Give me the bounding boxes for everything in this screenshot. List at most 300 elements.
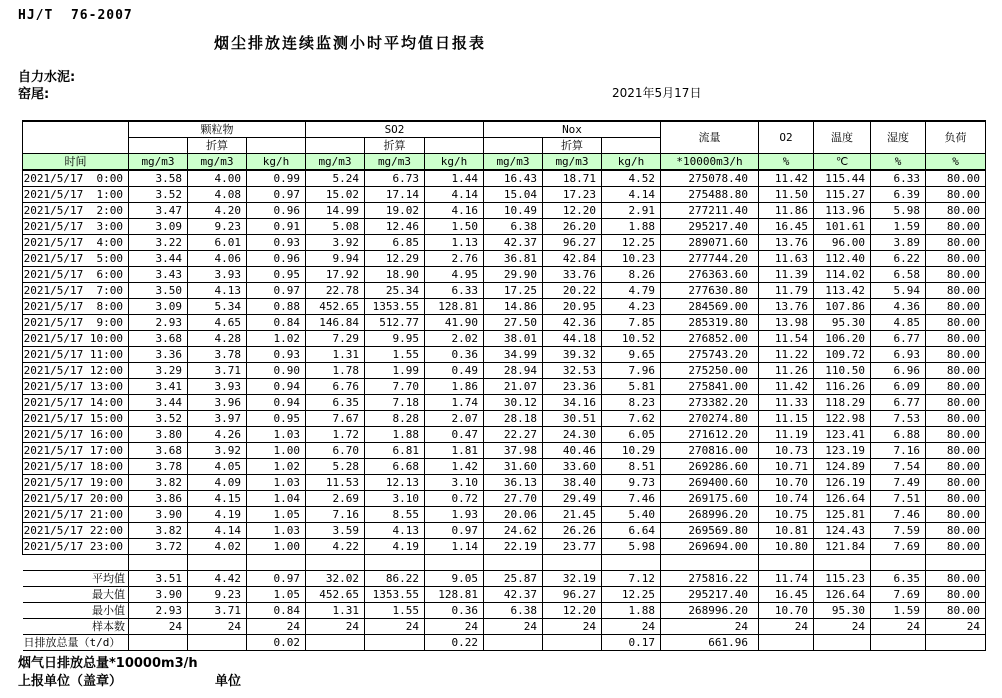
- empty-cell: [543, 555, 602, 571]
- summary-value-cell: 32.02: [306, 571, 365, 587]
- summary-value-cell: 126.64: [814, 587, 871, 603]
- value-cell: 34.16: [543, 395, 602, 411]
- value-cell: 11.54: [759, 331, 814, 347]
- summary-value-cell: [759, 635, 814, 651]
- table-row: [23, 219, 986, 235]
- value-cell: 7.96: [602, 363, 661, 379]
- value-cell: 4.26: [188, 427, 247, 443]
- value-cell: 33.60: [543, 459, 602, 475]
- unit-cell: mg/m3: [484, 154, 543, 171]
- value-cell: 12.25: [602, 235, 661, 251]
- time-cell: 2021/5/17 23:00: [23, 539, 129, 555]
- unit-cell: %: [759, 154, 814, 171]
- value-cell: 13.76: [759, 299, 814, 315]
- value-cell: 4.13: [188, 283, 247, 299]
- summary-value-cell: 3.90: [129, 587, 188, 603]
- value-cell: 13.76: [759, 235, 814, 251]
- value-cell: 6.81: [365, 443, 425, 459]
- time-cell: 2021/5/17 22:00: [23, 523, 129, 539]
- value-cell: 3.71: [188, 363, 247, 379]
- value-cell: 26.20: [543, 219, 602, 235]
- value-cell: 115.27: [814, 187, 871, 203]
- empty-cell: [23, 555, 129, 571]
- value-cell: 10.23: [602, 251, 661, 267]
- value-cell: 3.97: [188, 411, 247, 427]
- humidity-header: 湿度: [871, 121, 926, 154]
- value-cell: 38.40: [543, 475, 602, 491]
- summary-value-cell: 12.20: [543, 603, 602, 619]
- value-cell: 8.23: [602, 395, 661, 411]
- summary-value-cell: 24: [759, 619, 814, 635]
- value-cell: 0.36: [425, 347, 484, 363]
- summary-value-cell: 80.00: [926, 603, 986, 619]
- value-cell: 80.00: [926, 219, 986, 235]
- time-cell: 2021/5/17 4:00: [23, 235, 129, 251]
- value-cell: 1.88: [602, 219, 661, 235]
- unit-cell: mg/m3: [188, 154, 247, 171]
- value-cell: 7.51: [871, 491, 926, 507]
- value-cell: 295217.40: [661, 219, 759, 235]
- value-cell: 3.93: [188, 379, 247, 395]
- value-cell: 11.33: [759, 395, 814, 411]
- value-cell: 80.00: [926, 251, 986, 267]
- value-cell: 7.85: [602, 315, 661, 331]
- value-cell: 26.26: [543, 523, 602, 539]
- empty-cell: [871, 555, 926, 571]
- summary-label: 最大值: [23, 587, 129, 603]
- summary-value-cell: 6.35: [871, 571, 926, 587]
- value-cell: 3.22: [129, 235, 188, 251]
- value-cell: 3.29: [129, 363, 188, 379]
- standard-code: HJ/T 76-2007: [18, 8, 133, 23]
- value-cell: 0.93: [247, 347, 306, 363]
- nox-raw-spacer: [484, 138, 543, 154]
- value-cell: 7.62: [602, 411, 661, 427]
- value-cell: 80.00: [926, 235, 986, 251]
- empty-cell: [129, 555, 188, 571]
- summary-value-cell: 24: [602, 619, 661, 635]
- value-cell: 18.71: [543, 170, 602, 187]
- summary-value-cell: 0.02: [247, 635, 306, 651]
- value-cell: 24.30: [543, 427, 602, 443]
- summary-value-cell: 16.45: [759, 587, 814, 603]
- summary-row: [23, 603, 986, 619]
- value-cell: 18.90: [365, 267, 425, 283]
- value-cell: 4.65: [188, 315, 247, 331]
- value-cell: 12.29: [365, 251, 425, 267]
- value-cell: 6.01: [188, 235, 247, 251]
- summary-value-cell: 24: [425, 619, 484, 635]
- time-column-header: 时间: [23, 154, 129, 171]
- value-cell: 1.03: [247, 427, 306, 443]
- summary-value-cell: 3.51: [129, 571, 188, 587]
- value-cell: 289071.60: [661, 235, 759, 251]
- value-cell: 12.13: [365, 475, 425, 491]
- value-cell: 15.02: [306, 187, 365, 203]
- table-row: [23, 315, 986, 331]
- so2-rate-spacer: [425, 138, 484, 154]
- value-cell: 80.00: [926, 507, 986, 523]
- time-cell: 2021/5/17 9:00: [23, 315, 129, 331]
- table-row: [23, 507, 986, 523]
- time-cell: 2021/5/17 3:00: [23, 219, 129, 235]
- value-cell: 20.95: [543, 299, 602, 315]
- value-cell: 20.22: [543, 283, 602, 299]
- value-cell: 115.44: [814, 170, 871, 187]
- value-cell: 1.86: [425, 379, 484, 395]
- unit-cell: ℃: [814, 154, 871, 171]
- value-cell: 10.29: [602, 443, 661, 459]
- value-cell: 80.00: [926, 475, 986, 491]
- summary-value-cell: 24: [926, 619, 986, 635]
- value-cell: 3.50: [129, 283, 188, 299]
- value-cell: 39.32: [543, 347, 602, 363]
- value-cell: 1.03: [247, 523, 306, 539]
- value-cell: 41.90: [425, 315, 484, 331]
- table-row: [23, 459, 986, 475]
- summary-value-cell: 24: [484, 619, 543, 635]
- value-cell: 10.52: [602, 331, 661, 347]
- summary-value-cell: 96.27: [543, 587, 602, 603]
- unit-cell: mg/m3: [129, 154, 188, 171]
- value-cell: 80.00: [926, 283, 986, 299]
- summary-value-cell: 0.17: [602, 635, 661, 651]
- value-cell: 36.13: [484, 475, 543, 491]
- value-cell: 6.39: [871, 187, 926, 203]
- summary-label: 样本数: [23, 619, 129, 635]
- value-cell: 8.28: [365, 411, 425, 427]
- value-cell: 4.02: [188, 539, 247, 555]
- value-cell: 1.00: [247, 443, 306, 459]
- value-cell: 3.47: [129, 203, 188, 219]
- value-cell: 6.96: [871, 363, 926, 379]
- value-cell: 96.00: [814, 235, 871, 251]
- summary-value-cell: [306, 635, 365, 651]
- value-cell: 42.36: [543, 315, 602, 331]
- value-cell: 80.00: [926, 187, 986, 203]
- value-cell: 1.00: [247, 539, 306, 555]
- value-cell: 4.08: [188, 187, 247, 203]
- value-cell: 9.95: [365, 331, 425, 347]
- value-cell: 10.70: [759, 475, 814, 491]
- value-cell: 8.55: [365, 507, 425, 523]
- value-cell: 1.99: [365, 363, 425, 379]
- value-cell: 3.89: [871, 235, 926, 251]
- value-cell: 123.19: [814, 443, 871, 459]
- value-cell: 276852.00: [661, 331, 759, 347]
- value-cell: 1.14: [425, 539, 484, 555]
- value-cell: 42.37: [484, 235, 543, 251]
- value-cell: 1.02: [247, 331, 306, 347]
- so2-converted-header: 折算: [365, 138, 425, 154]
- summary-value-cell: 80.00: [926, 587, 986, 603]
- value-cell: 12.20: [543, 203, 602, 219]
- value-cell: 9.73: [602, 475, 661, 491]
- value-cell: 1.04: [247, 491, 306, 507]
- table-row: [23, 203, 986, 219]
- time-cell: 2021/5/17 19:00: [23, 475, 129, 491]
- value-cell: 22.78: [306, 283, 365, 299]
- value-cell: 38.01: [484, 331, 543, 347]
- summary-value-cell: 1.31: [306, 603, 365, 619]
- value-cell: 3.36: [129, 347, 188, 363]
- value-cell: 6.64: [602, 523, 661, 539]
- value-cell: 0.72: [425, 491, 484, 507]
- value-cell: 110.50: [814, 363, 871, 379]
- summary-value-cell: 1.05: [247, 587, 306, 603]
- value-cell: 22.19: [484, 539, 543, 555]
- value-cell: 23.36: [543, 379, 602, 395]
- value-cell: 3.92: [306, 235, 365, 251]
- value-cell: 270816.00: [661, 443, 759, 459]
- value-cell: 23.77: [543, 539, 602, 555]
- value-cell: 268996.20: [661, 507, 759, 523]
- value-cell: 4.19: [365, 539, 425, 555]
- table-row: [23, 395, 986, 411]
- summary-value-cell: 80.00: [926, 571, 986, 587]
- time-cell: 2021/5/17 11:00: [23, 347, 129, 363]
- empty-cell: [661, 555, 759, 571]
- value-cell: 22.27: [484, 427, 543, 443]
- summary-value-cell: 24: [661, 619, 759, 635]
- value-cell: 0.97: [247, 187, 306, 203]
- value-cell: 14.99: [306, 203, 365, 219]
- so2-group-header: SO2: [306, 121, 484, 138]
- empty-cell: [926, 555, 986, 571]
- unit-cell: %: [871, 154, 926, 171]
- value-cell: 10.80: [759, 539, 814, 555]
- value-cell: 0.94: [247, 379, 306, 395]
- value-cell: 6.76: [306, 379, 365, 395]
- value-cell: 6.88: [871, 427, 926, 443]
- value-cell: 11.26: [759, 363, 814, 379]
- summary-value-cell: 7.69: [871, 587, 926, 603]
- value-cell: 270274.80: [661, 411, 759, 427]
- value-cell: 6.77: [871, 395, 926, 411]
- value-cell: 8.26: [602, 267, 661, 283]
- value-cell: 0.90: [247, 363, 306, 379]
- value-cell: 24.62: [484, 523, 543, 539]
- report-table: [22, 120, 986, 651]
- summary-value-cell: 42.37: [484, 587, 543, 603]
- value-cell: 17.25: [484, 283, 543, 299]
- summary-value-cell: [365, 635, 425, 651]
- summary-value-cell: [871, 635, 926, 651]
- value-cell: 107.86: [814, 299, 871, 315]
- value-cell: 112.40: [814, 251, 871, 267]
- value-cell: 17.14: [365, 187, 425, 203]
- value-cell: 4.05: [188, 459, 247, 475]
- value-cell: 3.90: [129, 507, 188, 523]
- value-cell: 0.84: [247, 315, 306, 331]
- table-row: [23, 475, 986, 491]
- value-cell: 9.65: [602, 347, 661, 363]
- value-cell: 7.59: [871, 523, 926, 539]
- time-cell: 2021/5/17 16:00: [23, 427, 129, 443]
- unit-cell: mg/m3: [543, 154, 602, 171]
- summary-value-cell: 24: [306, 619, 365, 635]
- empty-cell: [425, 555, 484, 571]
- value-cell: 1.81: [425, 443, 484, 459]
- value-cell: 4.16: [425, 203, 484, 219]
- summary-value-cell: 24: [365, 619, 425, 635]
- value-cell: 3.86: [129, 491, 188, 507]
- value-cell: 3.52: [129, 187, 188, 203]
- value-cell: 269569.80: [661, 523, 759, 539]
- time-cell: 2021/5/17 6:00: [23, 267, 129, 283]
- table-row: [23, 235, 986, 251]
- value-cell: 2.02: [425, 331, 484, 347]
- value-cell: 3.82: [129, 475, 188, 491]
- value-cell: 275078.40: [661, 170, 759, 187]
- table-row: [23, 443, 986, 459]
- value-cell: 4.14: [425, 187, 484, 203]
- value-cell: 124.89: [814, 459, 871, 475]
- value-cell: 7.67: [306, 411, 365, 427]
- value-cell: 96.27: [543, 235, 602, 251]
- value-cell: 6.73: [365, 170, 425, 187]
- value-cell: 126.19: [814, 475, 871, 491]
- value-cell: 3.78: [129, 459, 188, 475]
- summary-value-cell: 0.84: [247, 603, 306, 619]
- value-cell: 0.95: [247, 267, 306, 283]
- value-cell: 80.00: [926, 203, 986, 219]
- value-cell: 10.49: [484, 203, 543, 219]
- summary-value-cell: 32.19: [543, 571, 602, 587]
- value-cell: 5.34: [188, 299, 247, 315]
- value-cell: 80.00: [926, 411, 986, 427]
- summary-row: [23, 587, 986, 603]
- value-cell: 7.16: [306, 507, 365, 523]
- value-cell: 4.23: [602, 299, 661, 315]
- summary-value-cell: 86.22: [365, 571, 425, 587]
- value-cell: 21.07: [484, 379, 543, 395]
- so2-raw-spacer: [306, 138, 365, 154]
- value-cell: 1.31: [306, 347, 365, 363]
- time-cell: 2021/5/17 17:00: [23, 443, 129, 459]
- value-cell: 1353.55: [365, 299, 425, 315]
- value-cell: 275841.00: [661, 379, 759, 395]
- value-cell: 80.00: [926, 491, 986, 507]
- value-cell: 16.43: [484, 170, 543, 187]
- value-cell: 2.91: [602, 203, 661, 219]
- table-row: [23, 267, 986, 283]
- value-cell: 5.40: [602, 507, 661, 523]
- value-cell: 4.85: [871, 315, 926, 331]
- value-cell: 5.98: [602, 539, 661, 555]
- value-cell: 101.61: [814, 219, 871, 235]
- unit-cell: kg/h: [425, 154, 484, 171]
- value-cell: 0.88: [247, 299, 306, 315]
- time-cell: 2021/5/17 7:00: [23, 283, 129, 299]
- empty-cell: [759, 555, 814, 571]
- report-date: 2021年5月17日: [612, 86, 702, 100]
- value-cell: 10.74: [759, 491, 814, 507]
- value-cell: 4.20: [188, 203, 247, 219]
- summary-value-cell: 24: [871, 619, 926, 635]
- time-cell: 2021/5/17 21:00: [23, 507, 129, 523]
- value-cell: 4.28: [188, 331, 247, 347]
- value-cell: 275250.00: [661, 363, 759, 379]
- value-cell: 40.46: [543, 443, 602, 459]
- value-cell: 3.82: [129, 523, 188, 539]
- value-cell: 125.81: [814, 507, 871, 523]
- value-cell: 114.02: [814, 267, 871, 283]
- value-cell: 4.95: [425, 267, 484, 283]
- value-cell: 0.91: [247, 219, 306, 235]
- value-cell: 4.36: [871, 299, 926, 315]
- value-cell: 80.00: [926, 363, 986, 379]
- value-cell: 271612.20: [661, 427, 759, 443]
- value-cell: 7.49: [871, 475, 926, 491]
- value-cell: 6.33: [871, 170, 926, 187]
- summary-value-cell: [129, 635, 188, 651]
- time-cell: 2021/5/17 8:00: [23, 299, 129, 315]
- summary-value-cell: [543, 635, 602, 651]
- value-cell: 3.72: [129, 539, 188, 555]
- value-cell: 0.97: [247, 283, 306, 299]
- value-cell: 30.51: [543, 411, 602, 427]
- temp-header: 温度: [814, 121, 871, 154]
- value-cell: 1.55: [365, 347, 425, 363]
- value-cell: 3.09: [129, 299, 188, 315]
- value-cell: 80.00: [926, 523, 986, 539]
- value-cell: 19.02: [365, 203, 425, 219]
- table-row: [23, 187, 986, 203]
- table-row: [23, 347, 986, 363]
- value-cell: 7.16: [871, 443, 926, 459]
- value-cell: 3.96: [188, 395, 247, 411]
- value-cell: 7.69: [871, 539, 926, 555]
- value-cell: 28.18: [484, 411, 543, 427]
- value-cell: 7.46: [871, 507, 926, 523]
- value-cell: 6.38: [484, 219, 543, 235]
- summary-value-cell: 452.65: [306, 587, 365, 603]
- value-cell: 4.13: [365, 523, 425, 539]
- summary-value-cell: 24: [129, 619, 188, 635]
- summary-value-cell: 295217.40: [661, 587, 759, 603]
- value-cell: 13.98: [759, 315, 814, 331]
- summary-value-cell: 275816.22: [661, 571, 759, 587]
- value-cell: 11.15: [759, 411, 814, 427]
- value-cell: 1.44: [425, 170, 484, 187]
- summary-value-cell: [926, 635, 986, 651]
- value-cell: 106.20: [814, 331, 871, 347]
- time-cell: 2021/5/17 1:00: [23, 187, 129, 203]
- value-cell: 4.22: [306, 539, 365, 555]
- value-cell: 12.46: [365, 219, 425, 235]
- value-cell: 109.72: [814, 347, 871, 363]
- value-cell: 1.88: [365, 427, 425, 443]
- summary-value-cell: 2.93: [129, 603, 188, 619]
- table-row: [23, 539, 986, 555]
- time-cell: 2021/5/17 13:00: [23, 379, 129, 395]
- value-cell: 14.86: [484, 299, 543, 315]
- summary-value-cell: 1.55: [365, 603, 425, 619]
- value-cell: 11.19: [759, 427, 814, 443]
- value-cell: 0.93: [247, 235, 306, 251]
- value-cell: 1.05: [247, 507, 306, 523]
- o2-header: O2: [759, 121, 814, 154]
- nox-rate-spacer: [602, 138, 661, 154]
- unit-cell: mg/m3: [365, 154, 425, 171]
- value-cell: 4.79: [602, 283, 661, 299]
- value-cell: 33.76: [543, 267, 602, 283]
- site-label: 窑尾:: [18, 87, 50, 102]
- table-row: [23, 331, 986, 347]
- time-cell: 2021/5/17 12:00: [23, 363, 129, 379]
- value-cell: 4.19: [188, 507, 247, 523]
